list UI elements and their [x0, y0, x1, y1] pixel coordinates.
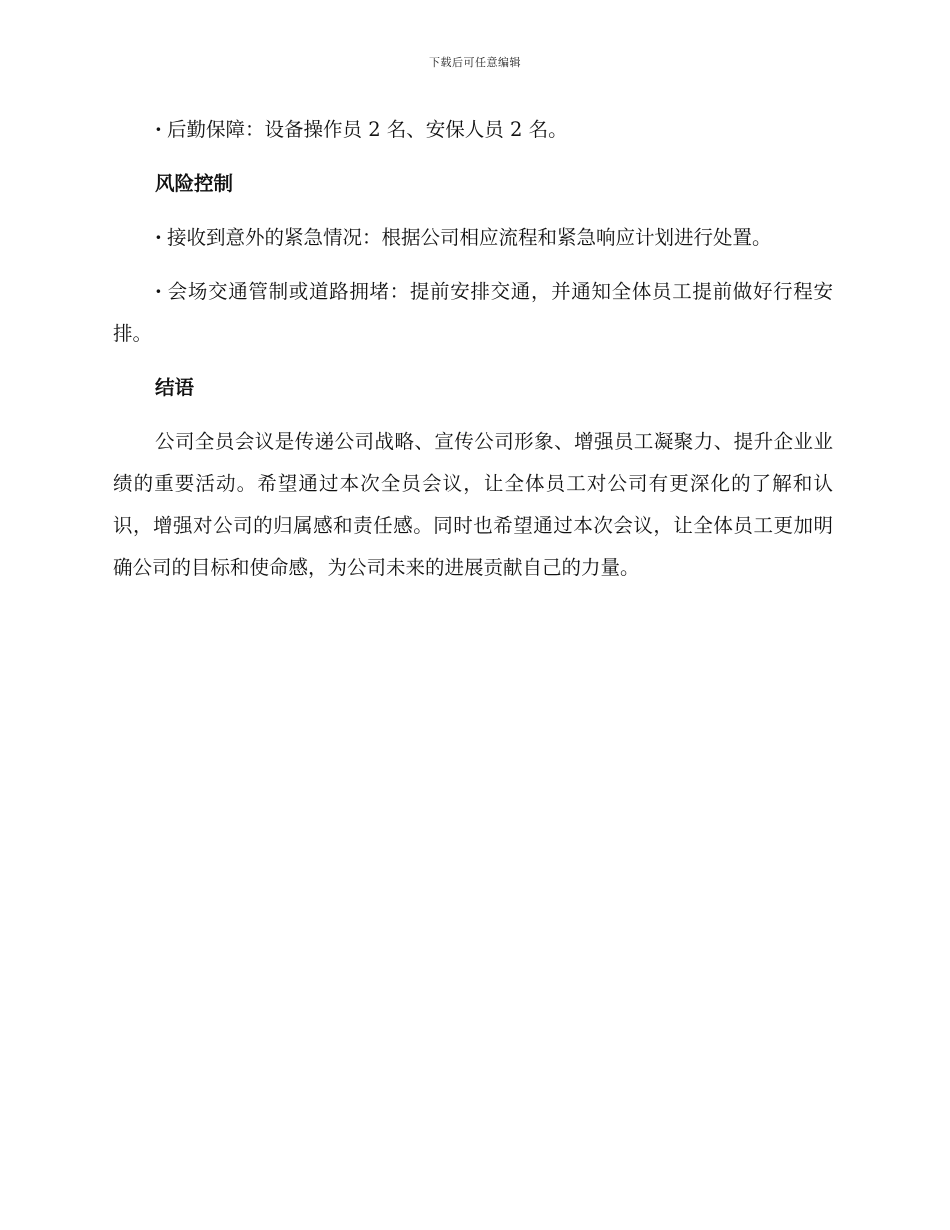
- page-header: 下载后可任意编辑: [429, 56, 521, 69]
- bullet: ·: [155, 226, 162, 249]
- risk-control-heading: 风险控制: [155, 172, 234, 195]
- risk-item-traffic-text: 会场交通管制或道路拥堵：提前安排交通，并通知全体员工提前做好行程安排。: [113, 280, 833, 345]
- document-body: [113, 109, 833, 601]
- logistics-text: 后勤保障：设备操作员 2 名、安保人员 2 名。: [167, 118, 568, 141]
- bullet: ·: [155, 118, 162, 141]
- risk-item-emergency-text: 接收到意外的紧急情况：根据公司相应流程和紧急响应计划进行处置。: [167, 226, 772, 249]
- conclusion-paragraph: 公司全员会议是传递公司战略、宣传公司形象、增强员工凝聚力、提升企业业绩的重要活动。希望通过本次全员会议，让全体员工对公司有更深化的了解和认识，增强对公司的归属感和责任感。同时也希望通过本次会议，让全体员工更加明确公司的目标和使命感，为公司未来的进展贡献自己的力量。: [113, 430, 833, 579]
- risk-item-traffic: [113, 271, 833, 355]
- bullet: ·: [155, 280, 162, 303]
- risk-item-emergency: [113, 217, 833, 259]
- logistics-item: [113, 109, 833, 151]
- conclusion-heading: 结语: [155, 376, 195, 399]
